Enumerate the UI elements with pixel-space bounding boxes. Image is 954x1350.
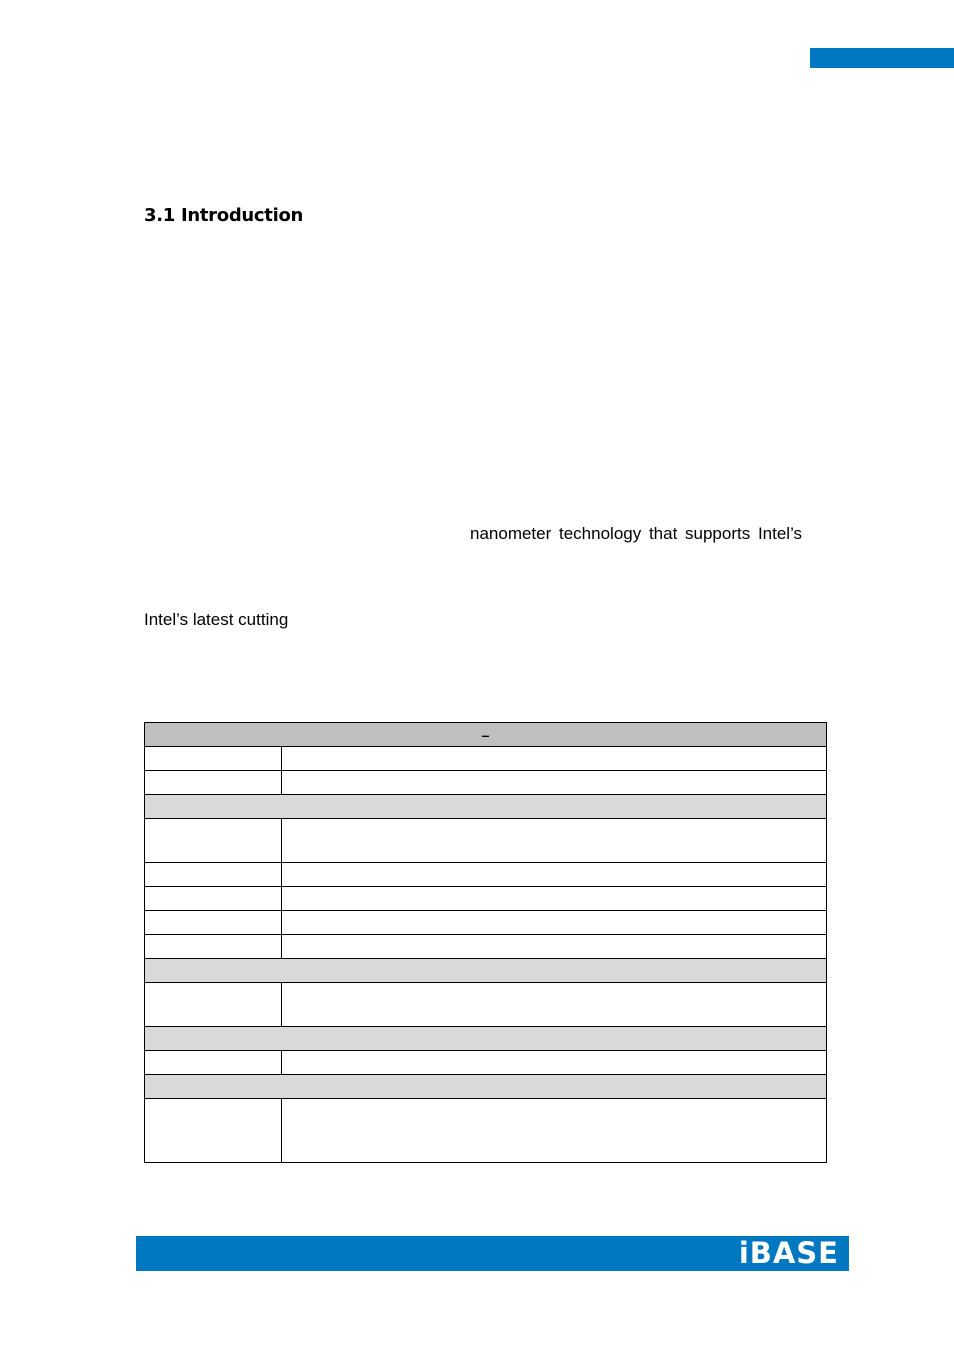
header-tab-bar <box>810 48 954 68</box>
table-section-cell <box>145 959 827 983</box>
table-cell <box>145 771 282 795</box>
table-section-row <box>145 1027 827 1051</box>
table-cell <box>282 887 827 911</box>
table-cell <box>282 747 827 771</box>
paragraph-line: Intel’s latest cutting <box>144 610 289 629</box>
table-section-cell <box>145 795 827 819</box>
table-title-row <box>145 723 827 747</box>
table-row <box>145 771 827 795</box>
paragraph-line: nanometer technology that supports Intel’s <box>470 524 803 543</box>
section-heading: 3.1 Introduction <box>144 205 304 226</box>
table-cell <box>282 1099 827 1163</box>
table-title: – <box>145 723 827 747</box>
table-section-cell <box>145 1075 827 1099</box>
table-row <box>145 747 827 771</box>
table-cell <box>282 771 827 795</box>
table-cell <box>282 935 827 959</box>
table-section-cell <box>145 1027 827 1051</box>
table-cell <box>145 863 282 887</box>
table-cell <box>145 747 282 771</box>
table-row <box>145 863 827 887</box>
table-cell <box>145 1051 282 1075</box>
table-cell <box>282 983 827 1027</box>
table-cell <box>145 819 282 863</box>
table-cell <box>145 935 282 959</box>
table-row <box>145 1099 827 1163</box>
table-row <box>145 1051 827 1075</box>
table-row <box>145 983 827 1027</box>
table-row <box>145 819 827 863</box>
table-cell <box>282 863 827 887</box>
table-row <box>145 887 827 911</box>
table-cell <box>145 1099 282 1163</box>
table-row <box>145 911 827 935</box>
table-row <box>145 935 827 959</box>
specifications-table <box>144 722 827 1163</box>
footer-bar <box>136 1236 849 1271</box>
ibase-logo: iBASE <box>738 1236 839 1270</box>
table-cell <box>282 911 827 935</box>
table-section-row <box>145 1075 827 1099</box>
table-section-row <box>145 959 827 983</box>
table-section-row <box>145 795 827 819</box>
table-cell <box>145 911 282 935</box>
table-cell <box>282 1051 827 1075</box>
table-cell <box>145 887 282 911</box>
table-cell <box>282 819 827 863</box>
table-cell <box>145 983 282 1027</box>
